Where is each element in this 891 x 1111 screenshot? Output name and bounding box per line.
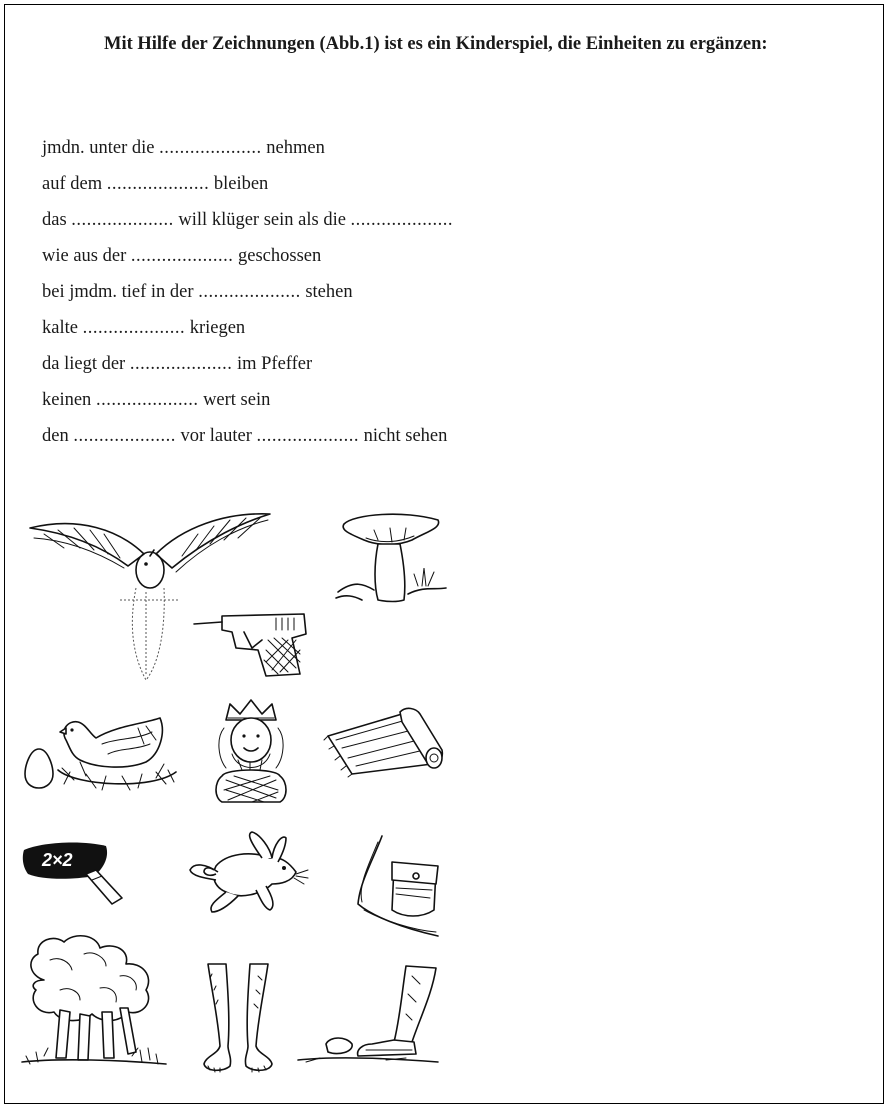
blank: ....................	[130, 246, 234, 266]
exercise-line: da liegt der .................... im Pfeffer	[42, 354, 313, 374]
hare-illustration	[186, 830, 310, 914]
blank: ....................	[73, 426, 176, 446]
rolled-carpet-illustration	[320, 704, 446, 778]
exercise-line: den .................... vor lauter .................... nicht sehen	[42, 426, 448, 446]
exercise-line: kalte .................... kriegen	[42, 318, 246, 338]
egg-illustration	[22, 746, 56, 790]
bare-feet-illustration	[198, 962, 278, 1074]
blank: ....................	[95, 390, 199, 410]
blackboard-text: 2×2	[42, 850, 73, 870]
blank: ....................	[256, 426, 359, 446]
exercise-line: auf dem .................... bleiben	[42, 174, 269, 194]
exercise-list	[42, 134, 453, 458]
blank: ....................	[129, 354, 233, 374]
exercise-line: bei jmdm. tief in der .................... stehen	[42, 282, 353, 302]
exercise-line: das .................... will klüger sein als die ....................	[42, 210, 454, 230]
blank: ....................	[159, 138, 262, 158]
pocket-illustration	[352, 832, 442, 940]
mushroom-illustration	[334, 510, 448, 606]
pistol-illustration	[192, 610, 312, 678]
blank: ....................	[82, 318, 186, 338]
blackboard-chalk-illustration	[22, 838, 126, 908]
exercise-line: keinen .................... wert sein	[42, 390, 271, 410]
instruction-text: Mit Hilfe der Zeichnungen (Abb.1) ist es ein Kinderspiel, die Einheiten zu ergänzen:	[104, 34, 768, 54]
king-bust-illustration	[204, 698, 298, 808]
hen-on-nest-illustration	[56, 710, 180, 796]
blank: ....................	[71, 210, 174, 230]
foot-on-stone-illustration	[296, 964, 440, 1072]
blank: ....................	[198, 282, 301, 302]
exercise-line: wie aus der .................... geschossen	[42, 246, 322, 266]
trees-illustration	[20, 930, 168, 1072]
blank: ....................	[350, 210, 454, 230]
blank: ....................	[106, 174, 210, 194]
exercise-line: jmdn. unter die .................... nehmen	[42, 138, 325, 158]
